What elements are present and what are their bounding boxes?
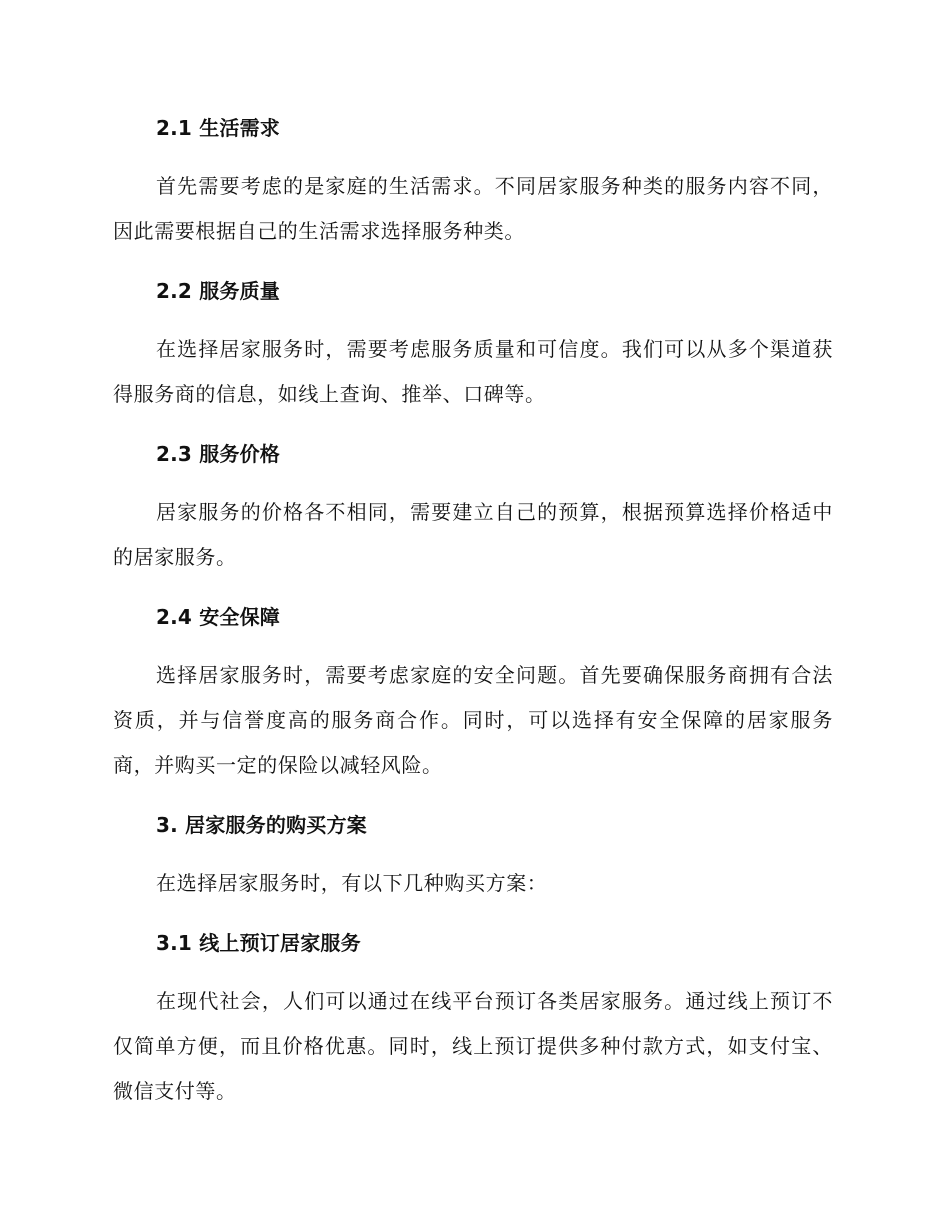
- section-heading-3: 3. 居家服务的购买方案: [156, 813, 367, 837]
- section-heading-3-1: 3.1 线上预订居家服务: [156, 931, 361, 955]
- section-paragraph-3: 在选择居家服务时，有以下几种购买方案：: [156, 871, 548, 895]
- section-heading-2-4: 2.4 安全保障: [156, 605, 280, 629]
- section-paragraph-2-3: 居家服务的价格各不相同，需要建立自己的预算，根据预算选择价格适中的居家服务。: [113, 500, 833, 569]
- section-paragraph-2-2: 在选择居家服务时，需要考虑服务质量和可信度。我们可以从多个渠道获得服务商的信息，如线上查询、推举、口碑等。: [113, 337, 833, 406]
- section-heading-2-3: 2.3 服务价格: [156, 442, 280, 466]
- section-paragraph-2-1: 首先需要考虑的是家庭的生活需求。不同居家服务种类的服务内容不同，因此需要根据自己的生活需求选择服务种类。: [113, 174, 833, 243]
- section-paragraph-3-1: 在现代社会，人们可以通过在线平台预订各类居家服务。通过线上预订不仅简单方便，而且价格优惠。同时，线上预订提供多种付款方式，如支付宝、微信支付等。: [113, 989, 833, 1103]
- section-heading-2-1: 2.1 生活需求: [156, 116, 280, 140]
- section-paragraph-2-4: 选择居家服务时，需要考虑家庭的安全问题。首先要确保服务商拥有合法资质，并与信誉度高的服务商合作。同时，可以选择有安全保障的居家服务商，并购买一定的保险以减轻风险。: [113, 663, 833, 777]
- section-heading-2-2: 2.2 服务质量: [156, 279, 280, 303]
